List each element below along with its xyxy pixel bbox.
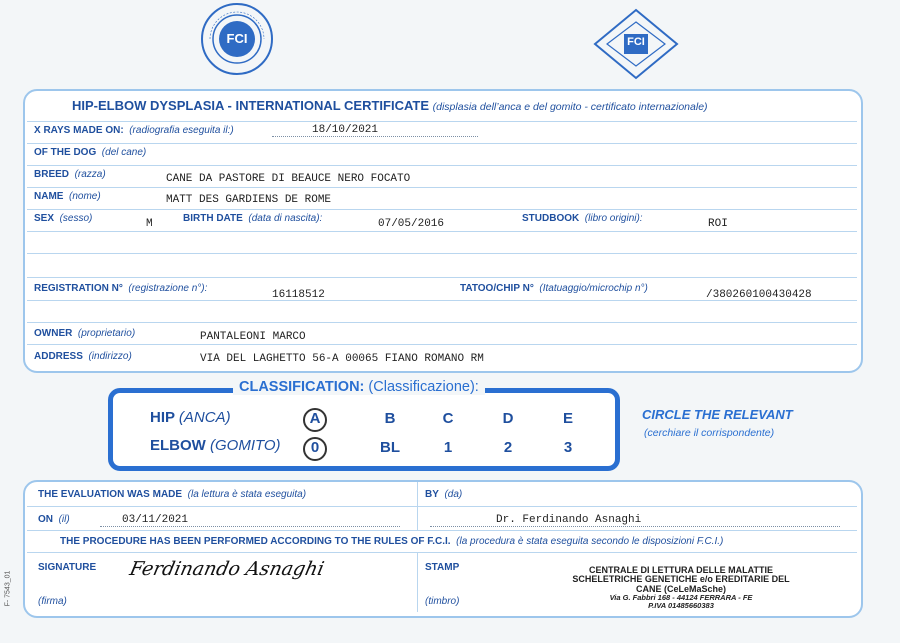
row-divider <box>27 231 857 232</box>
procedure-statement <box>60 536 723 547</box>
fci-logo-text-left: FCI <box>226 31 248 46</box>
owner-label-it: (proprietario) <box>77 328 136 339</box>
elbow-grade-bl[interactable]: BL <box>380 439 400 456</box>
elbow-grade-1[interactable]: 1 <box>443 439 453 456</box>
breed-label-it: (razza) <box>74 169 106 180</box>
row-divider <box>27 530 857 531</box>
fci-logo-text-right: FCI <box>627 36 645 48</box>
stamp-line: CENTRALE DI LETTURA DELLE MALATTIE <box>589 565 773 575</box>
owner-label-text: OWNER <box>34 328 73 339</box>
hip-label <box>150 409 231 426</box>
name-label <box>34 191 101 202</box>
hip-label-it: (ANCA) <box>178 409 231 426</box>
on-label <box>38 514 70 525</box>
studbook-label <box>522 213 643 224</box>
evaluator-value: Dr. Ferdinando Asnaghi <box>496 514 642 526</box>
stamp-line: SCHELETRICHE GENETICHE e/o EREDITARIE DEL <box>572 574 790 585</box>
evaluation-made-label <box>38 489 306 500</box>
owner-value: PANTALEONI MARCO <box>200 331 306 343</box>
studbook-label-text: STUDBOOK <box>522 213 580 224</box>
by-label-it: (da) <box>444 489 463 500</box>
on-label-it: (il) <box>58 514 70 525</box>
hip-grade-a[interactable]: A <box>309 410 321 427</box>
dog-label-text: OF THE DOG <box>34 147 97 158</box>
registration-value: 16118512 <box>272 289 325 301</box>
date-dotted-line <box>100 526 400 527</box>
by-dotted-line <box>430 526 840 527</box>
evaluation-date-value: 03/11/2021 <box>122 514 189 526</box>
tatoo-label <box>460 283 648 294</box>
breed-label <box>34 169 106 180</box>
row-divider <box>27 344 857 345</box>
fci-seal-left <box>200 2 274 76</box>
evaluation-made-it: (la lettura è stata eseguita) <box>187 489 307 500</box>
celemasche-stamp <box>536 566 826 610</box>
xrays-dotted-line <box>272 136 478 137</box>
row-divider <box>27 121 857 122</box>
row-divider <box>27 322 857 323</box>
breed-label-text: BREED <box>34 169 70 180</box>
row-divider <box>27 187 857 188</box>
breed-value: CANE DA PASTORE DI BEAUCE NERO FOCATO <box>166 173 411 185</box>
address-label <box>34 351 132 362</box>
row-divider <box>27 552 857 553</box>
xrays-label <box>34 125 234 136</box>
hip-grade-c[interactable]: C <box>442 410 454 427</box>
classification-box <box>108 388 620 471</box>
xrays-value: 18/10/2021 <box>312 124 379 136</box>
hip-grade-b[interactable]: B <box>384 410 396 427</box>
stamp-piva: P.IVA 01485660383 <box>648 601 714 611</box>
birth-label-it: (data di nascita): <box>248 213 323 224</box>
name-label-it: (nome) <box>69 191 101 202</box>
xrays-label-it: (radiografia eseguita il:) <box>129 125 234 136</box>
stamp-label-it <box>425 596 459 607</box>
tatoo-label-text: TATOO/CHIP N° <box>460 283 534 294</box>
row-divider <box>27 506 857 507</box>
stamp-label-it-text: (timbro) <box>425 596 460 607</box>
row-divider <box>27 277 857 278</box>
registration-label <box>34 283 207 294</box>
signature-label-it <box>38 596 67 607</box>
sex-label <box>34 213 92 224</box>
certificate-title <box>72 98 708 113</box>
vertical-divider <box>417 553 418 612</box>
signature-label-it-text: (firma) <box>38 596 67 607</box>
elbow-grade-3[interactable]: 3 <box>563 439 573 456</box>
title-subtitle: (displasia dell’anca e del gomito - certificato internazionale) <box>432 101 708 113</box>
procedure-text-it: (la procedura è stata eseguita secondo le disposizioni F.C.I.) <box>456 536 724 547</box>
circle-note: CIRCLE THE RELEVANT <box>642 407 793 422</box>
form-code: F- 7543_01 <box>4 570 12 607</box>
signature-label: SIGNATURE <box>38 562 97 573</box>
sex-label-it: (sesso) <box>59 213 93 224</box>
address-label-it: (indirizzo) <box>88 351 132 362</box>
studbook-value: ROI <box>708 218 728 230</box>
studbook-label-it: (libro origini): <box>584 213 643 224</box>
hip-grade-e[interactable]: E <box>562 410 573 427</box>
tatoo-value: /380260100430428 <box>706 289 812 301</box>
row-divider <box>27 143 857 144</box>
by-label <box>425 489 462 500</box>
on-label-text: ON <box>38 514 53 525</box>
hip-label-text: HIP <box>150 409 175 426</box>
elbow-label-it: (GOMITO) <box>210 437 281 454</box>
birth-value: 07/05/2016 <box>378 218 445 230</box>
birth-label-text: BIRTH DATE <box>183 213 243 224</box>
row-divider <box>27 253 857 254</box>
xrays-label-text: X RAYS MADE ON: <box>34 125 124 136</box>
handwritten-signature: Ferdinando Asnaghi <box>127 558 327 580</box>
dog-label-it: (del cane) <box>101 147 147 158</box>
registration-label-text: REGISTRATION N° <box>34 283 123 294</box>
address-label-text: ADDRESS <box>34 351 83 362</box>
stamp-address: Via G. Fabbri 168 - 44124 FERRARA - FE <box>609 593 753 603</box>
dog-label <box>34 147 146 158</box>
name-value: MATT DES GARDIENS DE ROME <box>166 194 332 206</box>
evaluation-made-text: THE EVALUATION WAS MADE <box>38 489 183 500</box>
procedure-text: THE PROCEDURE HAS BEEN PERFORMED ACCORDING TO THE RULES OF F.C.I. <box>60 536 451 547</box>
stamp-line: CANE (CeLeMaSche) <box>635 583 727 594</box>
sex-label-text: SEX <box>34 213 55 224</box>
title-text: HIP-ELBOW DYSPLASIA - INTERNATIONAL CERTIFICATE <box>72 98 430 113</box>
registration-label-it: (registrazione n°): <box>128 283 208 294</box>
elbow-grade-0[interactable]: 0 <box>310 439 320 456</box>
vertical-divider <box>417 482 418 530</box>
classification-title <box>233 379 485 395</box>
fci-seal-right <box>593 8 679 80</box>
sex-value: M <box>146 218 153 230</box>
by-label-text: BY <box>425 489 439 500</box>
elbow-label-text: ELBOW <box>150 437 206 454</box>
elbow-label <box>150 437 281 454</box>
elbow-grade-2[interactable]: 2 <box>503 439 513 456</box>
hip-grade-d[interactable]: D <box>502 410 514 427</box>
row-divider <box>27 165 857 166</box>
row-divider <box>27 209 857 210</box>
birth-label <box>183 213 322 224</box>
circle-note-it: (cerchiare il corrispondente) <box>644 427 775 439</box>
classification-title-it: (Classificazione): <box>368 379 479 395</box>
owner-label <box>34 328 135 339</box>
name-label-text: NAME <box>34 191 64 202</box>
address-value: VIA DEL LAGHETTO 56-A 00065 FIANO ROMANO RM <box>200 353 484 365</box>
stamp-label: STAMP <box>425 562 460 573</box>
classification-title-text: CLASSIFICATION: <box>239 379 365 395</box>
tatoo-label-it: (Itatuaggio/microchip n°) <box>539 283 648 294</box>
